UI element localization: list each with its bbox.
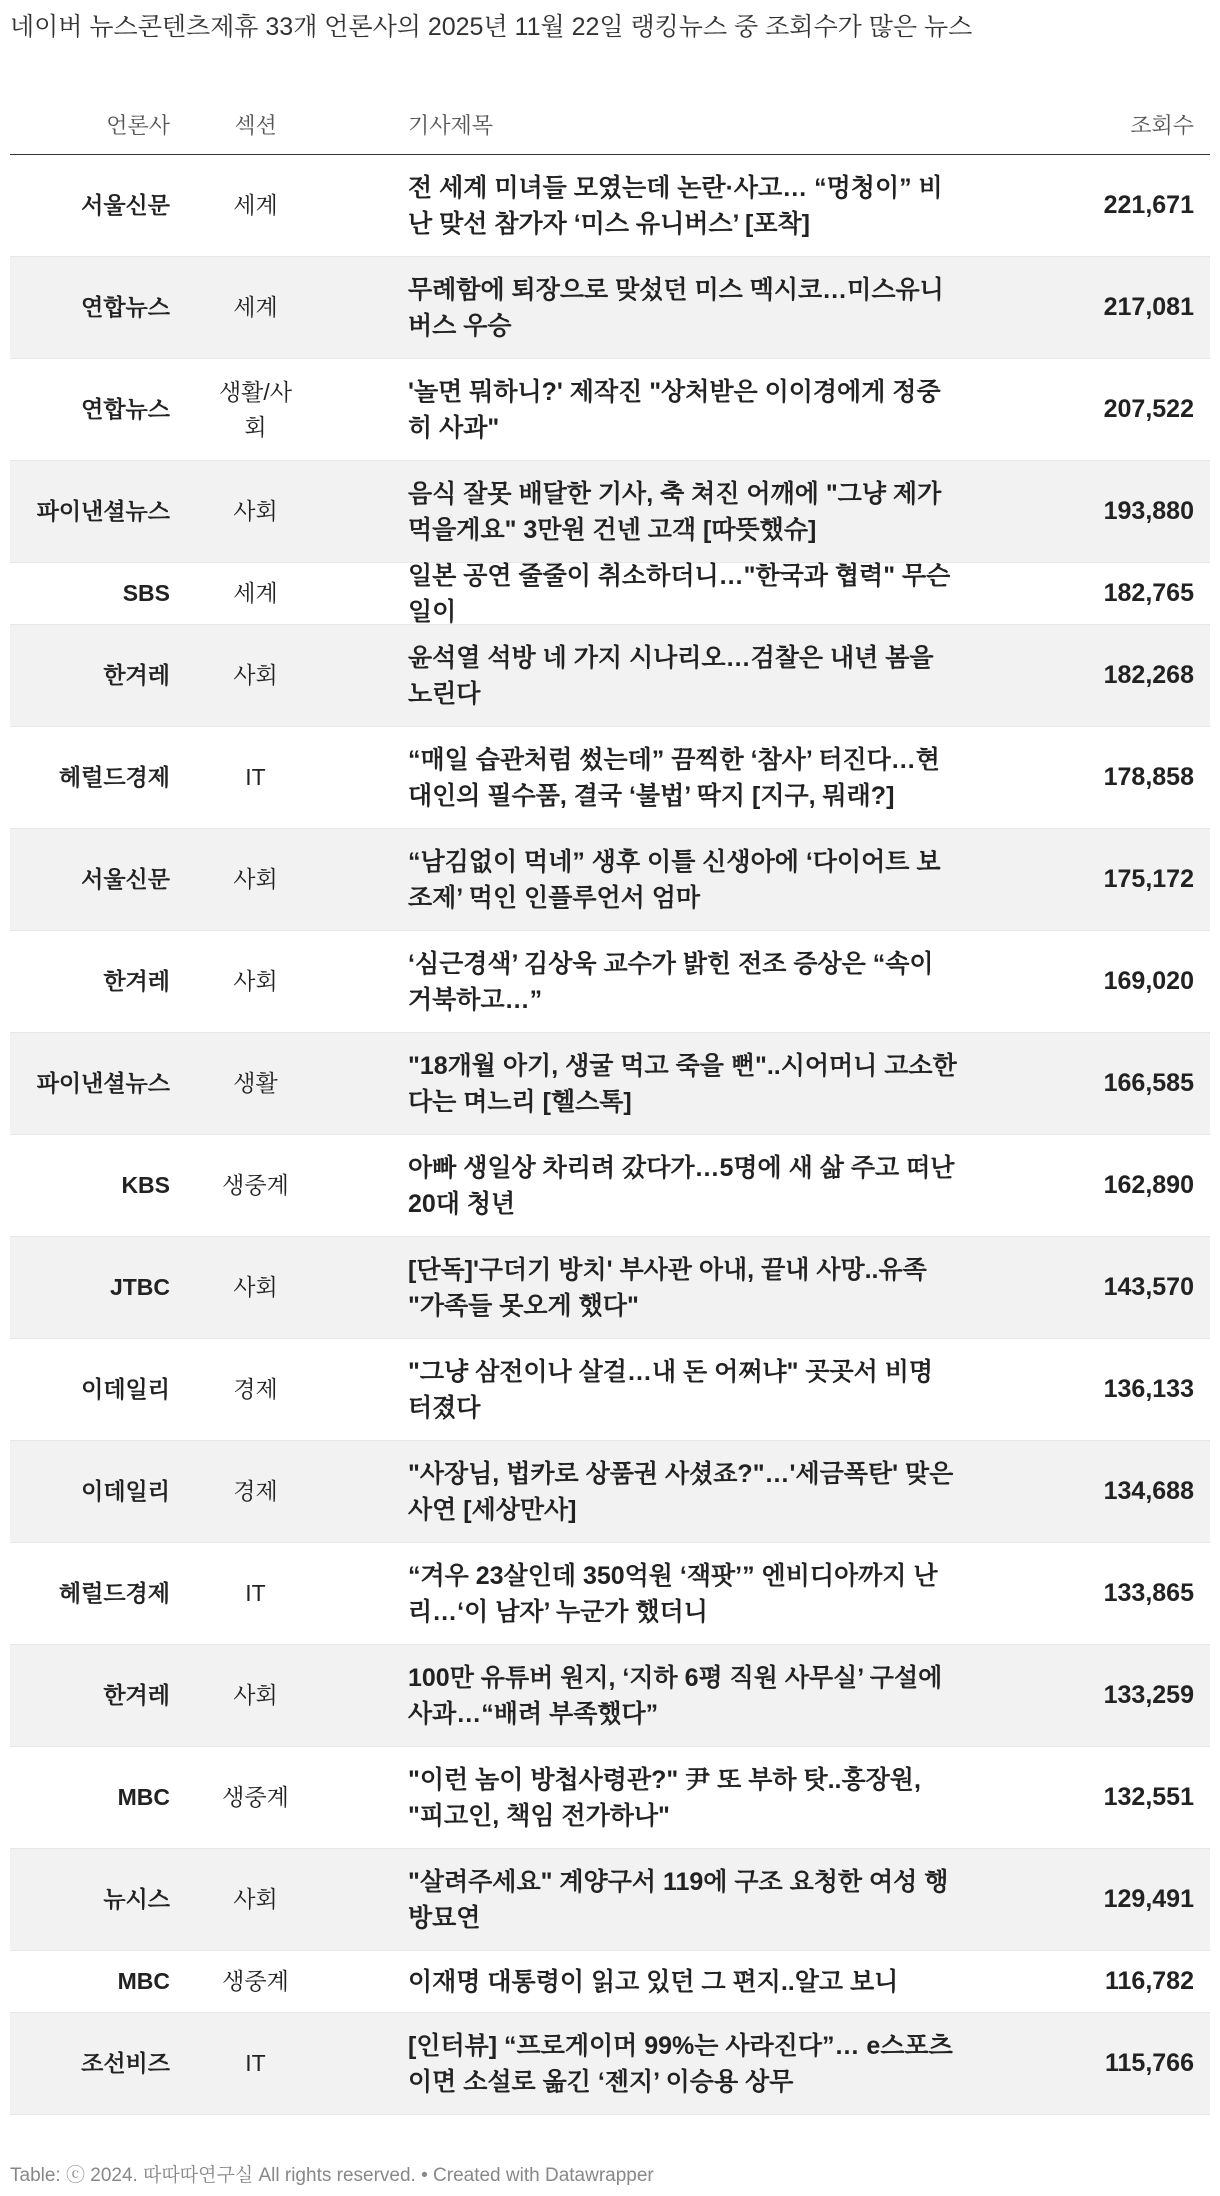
cell-press: 한겨레 [103, 968, 170, 994]
cell-press: JTBC [109, 1274, 170, 1300]
cell-headline: “겨우 23살인데 350억원 ‘잭팟’” 엔비디아까지 난리…‘이 남자’ 누군가 했더니 [408, 1561, 938, 1626]
cell-press: 이데일리 [81, 1478, 170, 1504]
cell-headline: “매일 습관처럼 썼는데” 끔찍한 ‘참사’ 터진다…현대인의 필수품, 결국 ‘불법’ 딱지 [지구, 뭐래?] [408, 745, 940, 810]
cell-headline: 무례함에 퇴장으로 맞섰던 미스 멕시코…미스유니버스 우승 [408, 275, 944, 340]
cell-press: 파이낸셜뉴스 [36, 498, 170, 524]
cell-press: 연합뉴스 [81, 396, 170, 422]
cell-press: 서울신문 [81, 192, 170, 218]
cell-press: 헤럴드경제 [58, 764, 170, 790]
cell-headline: '놀면 뭐하니?' 제작진 "상처받은 이이경에게 정중히 사과" [408, 377, 941, 442]
cell-views: 217,081 [1103, 293, 1194, 321]
cell-headline: 100만 유튜버 원지, ‘지하 6평 직원 사무실’ 구설에 사과…“배려 부족했다” [408, 1663, 943, 1728]
table-row [10, 1951, 1210, 2013]
cell-headline: "사장님, 법카로 상품권 사셨죠?"…'세금폭탄' 맞은 사연 [세상만사] [408, 1459, 954, 1524]
header-headline[interactable]: 기사제목 [408, 113, 494, 138]
table-row [10, 829, 1210, 931]
cell-section: 생중계 [222, 1784, 289, 1810]
cell-views: 175,172 [1103, 865, 1194, 893]
cell-views: 166,585 [1103, 1069, 1194, 1097]
cell-headline: 전 세계 미녀들 모였는데 논란·사고… “멍청이” 비난 맞선 참가자 ‘미스 유니버스’ [포착] [408, 173, 943, 238]
cell-press: KBS [121, 1172, 170, 1198]
cell-views: 178,858 [1103, 763, 1194, 791]
table-body [10, 155, 1210, 2115]
chart-title: 네이버 뉴스콘텐츠제휴 33개 언론사의 2025년 11월 22일 랭킹뉴스 중 조회수가 많은 뉴스 [10, 13, 973, 41]
table-row [10, 563, 1210, 625]
table-row [10, 359, 1210, 461]
cell-press: 이데일리 [81, 1376, 170, 1402]
cell-press: SBS [122, 580, 170, 606]
cell-press: 서울신문 [81, 866, 170, 892]
cell-press: 한겨레 [103, 662, 170, 688]
cell-section: 생중계 [222, 1968, 289, 1994]
cell-section: IT [245, 2050, 266, 2076]
cell-views: 133,865 [1103, 1579, 1194, 1607]
cell-section: 생활 [233, 1070, 278, 1096]
cell-section: 경제 [233, 1376, 278, 1402]
cell-section: 경제 [233, 1478, 278, 1504]
cell-views: 143,570 [1103, 1273, 1194, 1301]
cell-headline: "그냥 삼전이나 살걸…내 돈 어쩌냐" 곳곳서 비명 터졌다 [408, 1357, 934, 1422]
cell-views: 116,782 [1105, 1967, 1194, 1995]
cell-views: 134,688 [1103, 1477, 1194, 1505]
table-row [10, 1747, 1210, 1849]
cell-headline: 일본 공연 줄줄이 취소하더니…"한국과 협력" 무슨 일이 [408, 561, 951, 626]
table-row [10, 155, 1210, 257]
cell-press: MBC [117, 1968, 170, 1994]
table-row [10, 1033, 1210, 1135]
cell-section: 사회 [233, 968, 278, 994]
table-row [10, 1339, 1210, 1441]
cell-headline: 이재명 대통령이 읽고 있던 그 편지..알고 보니 [408, 1967, 899, 1996]
cell-press: 조선비즈 [81, 2050, 170, 2076]
cell-section: IT [245, 1580, 266, 1606]
header-section[interactable]: 섹션 [234, 113, 277, 138]
table-row [10, 625, 1210, 727]
cell-section: 세계 [233, 294, 278, 320]
cell-headline: [인터뷰] “프로게이머 99%는 사라진다”… e스포츠 이면 소설로 옮긴 ‘젠지’ 이승용 상무 [408, 2031, 953, 2096]
table-row [10, 461, 1210, 563]
cell-headline: [단독]'구더기 방치' 부사관 아내, 끝내 사망..유족 "가족들 못오게 했다" [408, 1255, 927, 1320]
cell-headline: ‘심근경색’ 김상욱 교수가 밝힌 전조 증상은 “속이 거북하고…” [408, 949, 934, 1014]
cell-section: 생활/사회 [218, 378, 293, 440]
cell-section: 생중계 [222, 1172, 289, 1198]
cell-headline: "이런 놈이 방첩사령관?" 尹 또 부하 탓..홍장원, "피고인, 책임 전가하나" [408, 1765, 921, 1830]
table-row [10, 1135, 1210, 1237]
table-row [10, 727, 1210, 829]
cell-section: IT [245, 764, 266, 790]
cell-press: 파이낸셜뉴스 [36, 1070, 170, 1096]
header-views[interactable]: 조회수 [1130, 113, 1194, 138]
cell-views: 132,551 [1103, 1783, 1194, 1811]
cell-headline: 음식 잘못 배달한 기사, 축 쳐진 어깨에 "그냥 제가 먹을게요" 3만원 건넨 고객 [따뜻했슈] [408, 479, 942, 544]
cell-views: 115,766 [1105, 2049, 1194, 2077]
cell-views: 221,671 [1103, 191, 1194, 219]
table-row [10, 1849, 1210, 1951]
cell-headline: “남김없이 먹네” 생후 이틀 신생아에 ‘다이어트 보조제’ 먹인 인플루언서 엄마 [408, 847, 941, 912]
cell-section: 사회 [233, 1886, 278, 1912]
cell-views: 193,880 [1103, 497, 1194, 525]
cell-views: 129,491 [1103, 1885, 1194, 1913]
cell-section: 사회 [233, 662, 278, 688]
cell-views: 207,522 [1103, 395, 1194, 423]
cell-press: MBC [117, 1784, 170, 1810]
cell-views: 136,133 [1103, 1375, 1194, 1403]
header-press[interactable]: 언론사 [106, 113, 170, 138]
table-row [10, 931, 1210, 1033]
cell-section: 사회 [233, 498, 278, 524]
cell-headline: "살려주세요" 계양구서 119에 구조 요청한 여성 행방묘연 [408, 1867, 949, 1932]
cell-headline: 윤석열 석방 네 가지 시나리오…검찰은 내년 봄을 노린다 [408, 643, 934, 708]
cell-section: 세계 [233, 580, 278, 606]
table-row [10, 1543, 1210, 1645]
cell-headline: "18개월 아기, 생굴 먹고 죽을 뻔"..시어머니 고소한다는 며느리 [헬스톡] [408, 1051, 957, 1116]
cell-views: 162,890 [1103, 1171, 1194, 1199]
table-row [10, 1237, 1210, 1339]
cell-press: 연합뉴스 [81, 294, 170, 320]
table-header [10, 60, 1210, 155]
cell-press: 뉴시스 [103, 1886, 170, 1912]
cell-section: 사회 [233, 1682, 278, 1708]
cell-headline: 아빠 생일상 차리려 갔다가…5명에 새 삶 주고 떠난 20대 청년 [408, 1153, 955, 1218]
cell-section: 세계 [233, 192, 278, 218]
cell-views: 169,020 [1103, 967, 1194, 995]
table-row [10, 2013, 1210, 2115]
table-row [10, 257, 1210, 359]
cell-press: 헤럴드경제 [58, 1580, 170, 1606]
cell-section: 사회 [233, 866, 278, 892]
table-row [10, 1645, 1210, 1747]
cell-press: 한겨레 [103, 1682, 170, 1708]
table-row [10, 1441, 1210, 1543]
cell-views: 133,259 [1103, 1681, 1194, 1709]
cell-views: 182,765 [1103, 579, 1194, 607]
cell-views: 182,268 [1103, 661, 1194, 689]
cell-section: 사회 [233, 1274, 278, 1300]
footer-credit: Table: ⓒ 2024. 따따따연구실 All rights reserved. • Created with Datawrapper [10, 2165, 654, 2186]
